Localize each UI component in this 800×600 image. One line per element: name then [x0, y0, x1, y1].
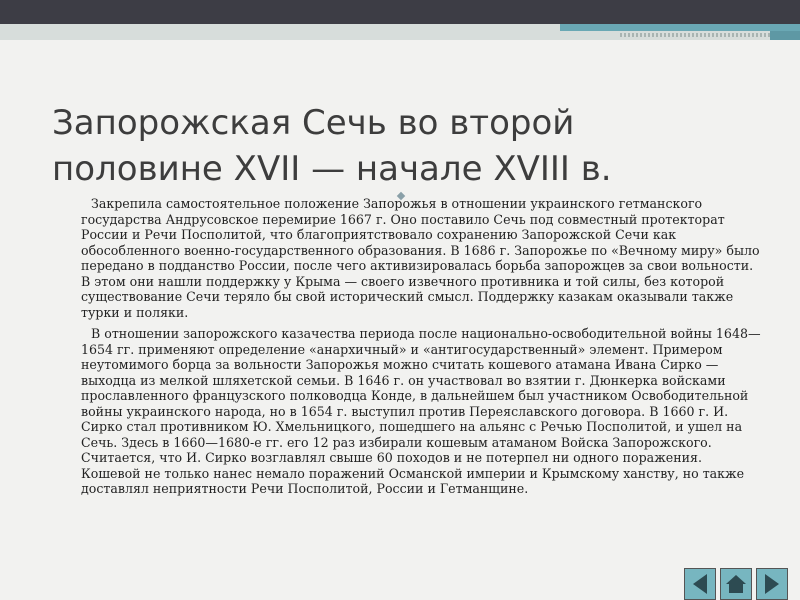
prev-slide-button[interactable]: [684, 568, 716, 600]
arrow-left-icon: [693, 574, 707, 594]
slide-title: [52, 100, 752, 192]
body-paragraph-2: В отношении запорожского казачества периода после национально-освободительной войны 1648—1654 гг. применяют определение «анархичный» и «антигосударственный» элемент. Примером неутомимого борца за вольности Запорожья можно считать кошевого атамана Ивана Сирко — выходца из мелкой шляхетской семьи. В 1646 г. он участвовал во взятии г. Дюнкерка войсками прославленного французского полководца Конде, в дальнейшем был участником Освободительной войны украинского народа, но в 1654 г. выступил против Переяславского договора. В 1660 г. И. Сирко стал противником Ю. Хмельницкого, пошедшего на альянс с Речью Посполитой, и ушел на Сечь. Здесь в 1660—1680-е гг. его 12 раз избирали кошевым атаманом Войска Запорожского. Считается, что И. Сирко возглавлял свыше 60 походов и не потерпел ни одного поражения. Кошевой не только нанес немало поражений Османской империи и Крымскому ханству, но также доставлял неприятности Речи Посполитой, России и Гетманщине.: [81, 326, 761, 496]
header-dotted-line: [620, 33, 770, 37]
arrow-right-icon: [765, 574, 779, 594]
body-paragraph-1: Закрепила самостоятельное положение Запорожья в отношении украинского гетманского государства Андрусовское перемирие 1667 г. Оно поставило Сечь под совместный протекторат России и Речи Посполитой, что благоприятствовало сохранению Запорожской Сечи как обособленного военно-государственного образования. В 1686 г. Запорожье по «Вечному миру» было передано в подданство России, после чего активизировалась борьба запорожцев за свои вольности. В этом они нашли поддержку у Крыма — своего извечного противника и той силы, без которой существование Сечи теряло бы свой исторический смысл. Поддержку казакам оказывали также турки и поляки.: [81, 196, 760, 320]
home-icon: [726, 575, 746, 593]
slide-body: [81, 196, 761, 503]
slide-title-line-2: половине XVII — начале XVIII в.: [52, 149, 612, 189]
header-accent-stripe: [560, 24, 800, 31]
top-bar: [0, 0, 800, 24]
home-button[interactable]: [720, 568, 752, 600]
next-slide-button[interactable]: [756, 568, 788, 600]
header-accent-block: [770, 31, 800, 40]
slide-title-line-1: Запорожская Сечь во второй: [52, 103, 575, 143]
